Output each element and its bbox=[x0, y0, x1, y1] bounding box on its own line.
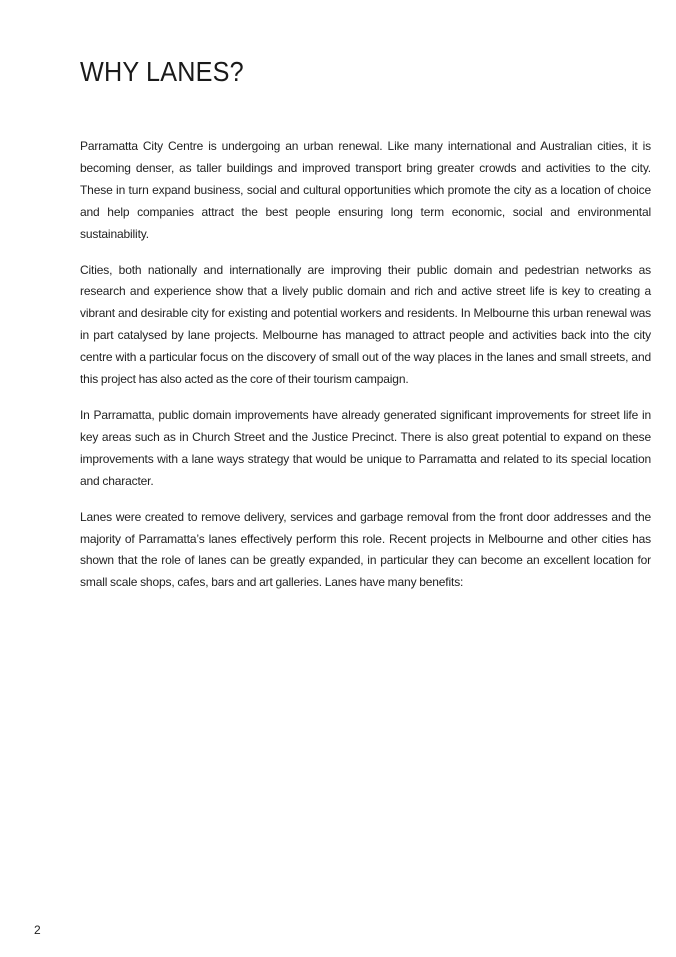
paragraph-urban-renewal: Parramatta City Centre is undergoing an urban renewal. Like many international and Australian cities, it is becoming denser, as taller buildings and improved transport bring greater crowds and activities to the city. These in turn expand business, social and cultural opportunities which promote the city as a location of choice and help companies attract the best people ensuring long term economic, social and environmental sustainability. bbox=[80, 139, 651, 241]
page-number: 2 bbox=[34, 923, 41, 937]
paragraph-public-domain: Cities, both nationally and internationally are improving their public domain and pedestrian networks as research and experience show that a lively public domain and rich and active street life is key to creating a vibrant and desirable city for existing and potential workers and residents. In Melbourne this urban renewal was in part catalysed by lane projects. Melbourne has managed to attract people and activities back into the city centre with a particular focus on the discovery of small out of the way places in the lanes and small streets, and this project has also acted as the core of their tourism campaign. bbox=[80, 262, 651, 387]
paragraph-parramatta-improvements: In Parramatta, public domain improvements have already generated significant improvements for street life in key areas such as in Church Street and the Justice Precinct. There is also great potential to expand on these improvements with a lane ways strategy that would be unique to Parramatta and related to its special location and character. bbox=[80, 407, 651, 488]
paragraph-lanes-role: Lanes were created to remove delivery, services and garbage removal from the front door addresses and the majority of Parramatta’s lanes effectively perform this role. Recent projects in Melbourne and other cities has shown that the role of lanes can be greatly expanded, in particular they can become an excellent location for small scale shops, cafes, bars and art galleries. Lanes have many benefits: bbox=[80, 509, 651, 590]
body-text bbox=[80, 136, 651, 608]
page-title: WHY LANES? bbox=[80, 56, 244, 87]
